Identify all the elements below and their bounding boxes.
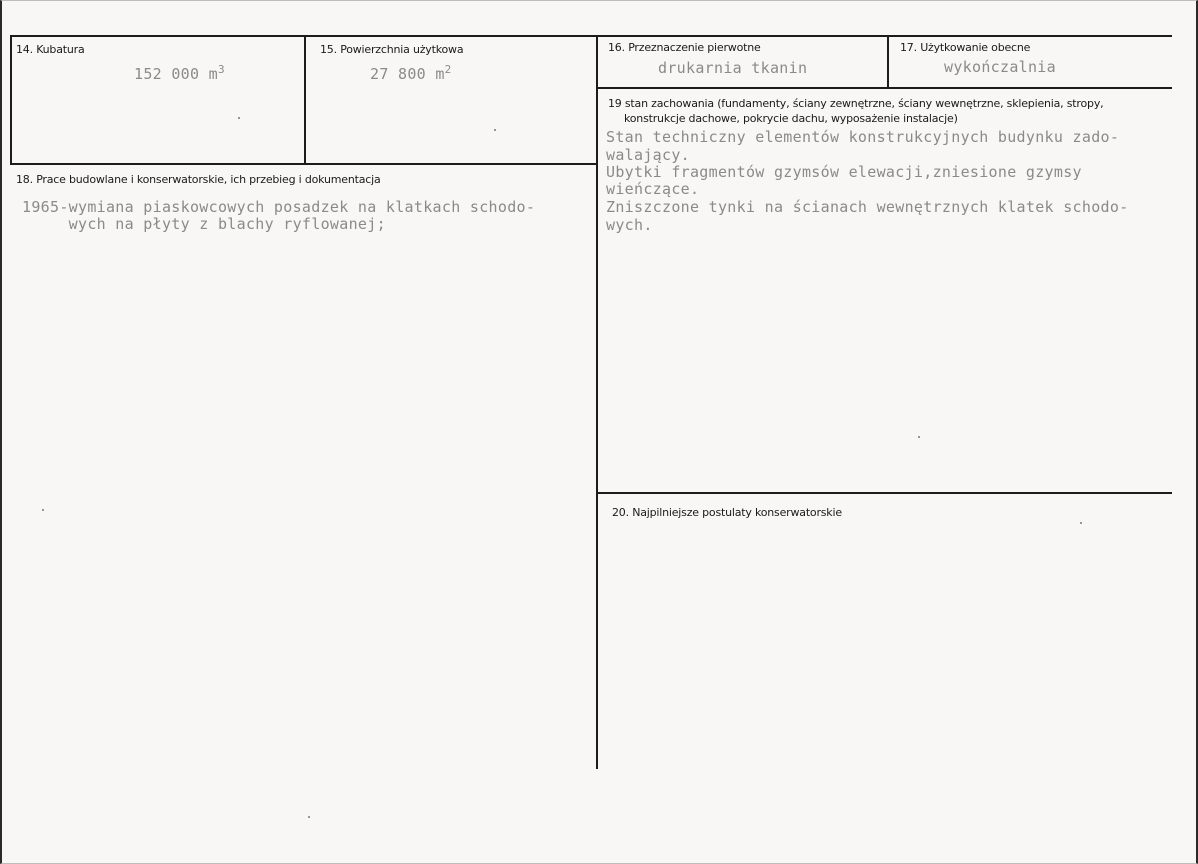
przeznaczenie-value: drukarnia tkanin	[658, 59, 808, 77]
stan-text-line-3: Ubytki fragmentów gzymsów elewacji,zniesione gzymsy	[606, 163, 1082, 181]
prace-label: 18. Prace budowlane i konserwatorskie, ich przebieg i dokumentacja	[16, 173, 381, 186]
stan-label-line2: konstrukcje dachowe, pokrycie dachu, wyposażenie instalacje)	[624, 112, 958, 125]
stan-text-line-1: Stan techniczny elementów konstrukcyjnych budynku zado-	[606, 128, 1120, 146]
uzytkowanie-label: 17. Użytkowanie obecne	[900, 41, 1031, 54]
stan-text-line-4: wieńczące.	[606, 180, 700, 198]
prace-text-line-2: wych na płyty z blachy ryflowanej;	[22, 215, 386, 233]
paper-speck	[238, 117, 240, 119]
powierzchnia-label: 15. Powierzchnia użytkowa	[320, 43, 464, 56]
kubatura-value	[134, 61, 225, 83]
rule-v-14-15	[304, 35, 306, 165]
postulaty-label: 20. Najpilniejsze postulaty konserwatorskie	[612, 506, 842, 519]
rule-section20	[598, 492, 1172, 494]
przeznaczenie-label: 16. Przeznaczenie pierwotne	[608, 41, 761, 54]
rule-row1-right	[598, 87, 1172, 89]
stan-text-line-5: Zniszczone tynki na ścianach wewnętrznych klatek schodo-	[606, 198, 1129, 216]
kubatura-label: 14. Kubatura	[16, 43, 85, 56]
stan-text-line-2: walający.	[606, 146, 690, 164]
paper-speck	[1080, 522, 1082, 524]
stan-text-line-6: wych.	[606, 216, 653, 234]
powierzchnia-number: 27 800 m	[370, 65, 445, 83]
kubatura-unit-sup: 3	[217, 63, 225, 76]
paper-speck	[918, 436, 920, 438]
prace-text-line-1: 1965-wymiana piaskowcowych posadzek na klatkach schodo-	[22, 198, 536, 216]
rule-v-left-outer	[10, 35, 12, 165]
powierzchnia-value	[370, 61, 452, 83]
rule-v-center	[596, 35, 598, 769]
paper-speck	[308, 816, 310, 818]
stan-label-line1: 19 stan zachowania (fundamenty, ściany zewnętrzne, ściany wewnętrzne, sklepienia, stropy,	[608, 97, 1104, 110]
kubatura-number: 152 000 m	[134, 65, 218, 83]
rule-top	[10, 35, 1172, 37]
paper-speck	[42, 509, 44, 511]
paper-speck	[494, 129, 496, 131]
powierzchnia-unit-sup: 2	[444, 63, 452, 76]
uzytkowanie-value: wykończalnia	[944, 58, 1056, 76]
rule-v-16-17	[887, 35, 889, 89]
